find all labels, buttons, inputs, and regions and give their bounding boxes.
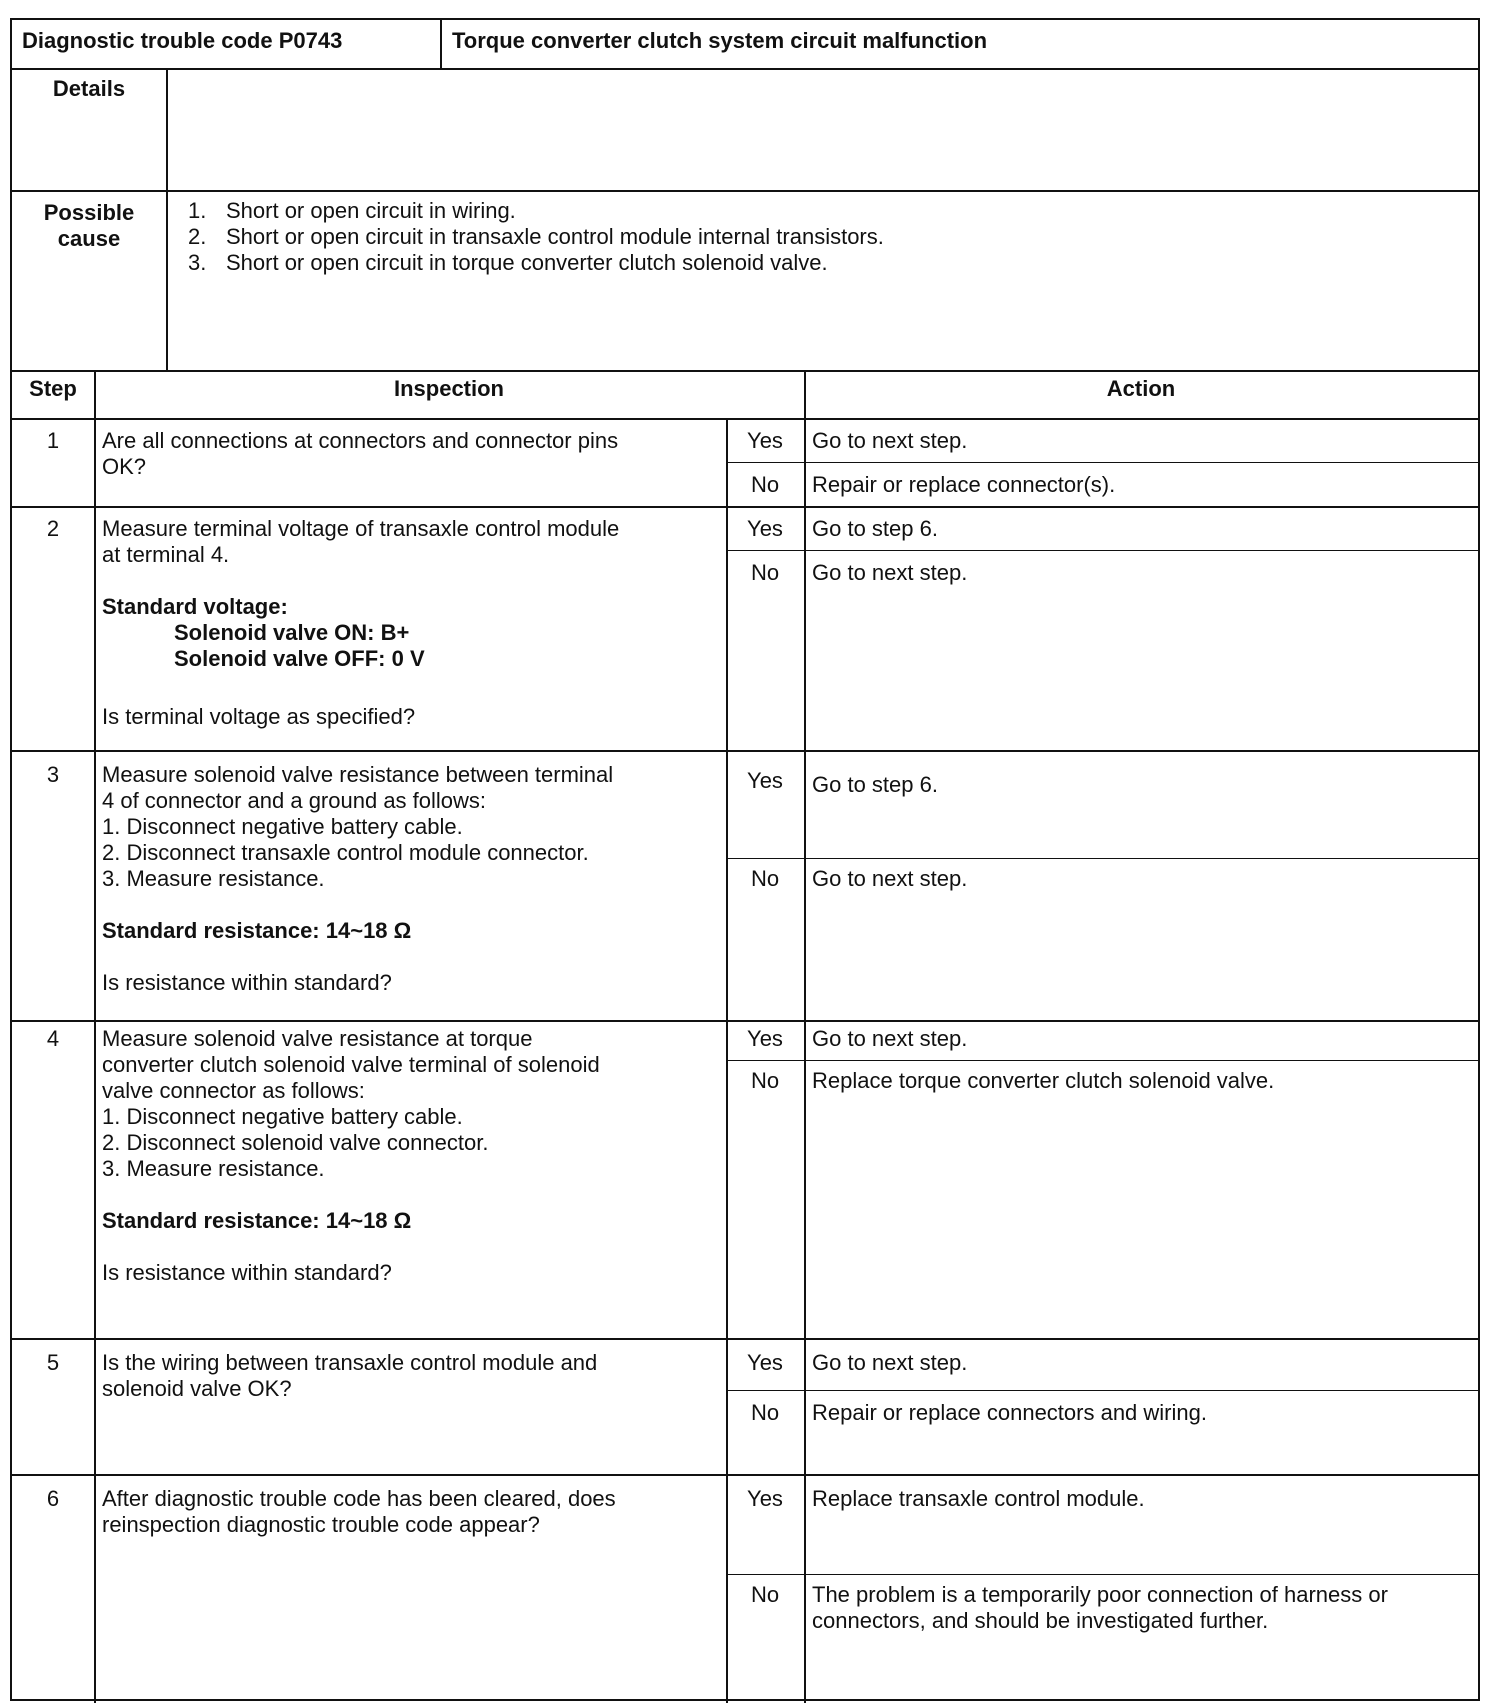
yes-label: Yes [747, 428, 783, 453]
step-6-inspection: After diagnostic trouble code has been cleared, does reinspection diagnostic trouble code appear? [102, 1486, 616, 1537]
yes-label: Yes [747, 768, 783, 793]
col-header-inspection: Inspection [393, 376, 504, 401]
header-bottom-rule [12, 418, 1478, 420]
step-1-yes-action: Go to next step. [812, 428, 968, 453]
answer-divider [726, 1574, 1478, 1575]
step-number: 2 [46, 516, 60, 541]
step-question: Is terminal voltage as specified? [102, 704, 416, 729]
answer-divider [726, 462, 1478, 463]
step-2-no-action: Go to next step. [812, 560, 968, 585]
step-number: 3 [46, 762, 60, 787]
step-2-yes-action: Go to step 6. [812, 516, 938, 541]
step-number: 6 [46, 1486, 60, 1511]
step-rule [12, 1020, 1478, 1022]
step-number: 4 [46, 1026, 60, 1051]
step-rule [12, 1474, 1478, 1476]
dtc-title: Torque converter clutch system circuit malfunction [452, 28, 988, 53]
step-3-no-action: Go to next step. [812, 866, 968, 891]
possible-cause-label [12, 192, 166, 368]
no-label: No [750, 472, 780, 497]
step-3-inspection: Measure solenoid valve resistance between terminal 4 of connector and a ground as follows: 1. Disconnect negative battery cable. 2. Disconnect transaxle control module connector. 3. Measure resistance. Standard resistance: 14~18 Ω Is resistance within standard? [102, 762, 722, 996]
answer-divider [726, 858, 1478, 859]
step-1-inspection: Are all connections at connectors and connector pins OK? [102, 428, 619, 479]
step-5-inspection: Is the wiring between transaxle control module and solenoid valve OK? [102, 1350, 598, 1401]
diagnostic-table [10, 18, 1480, 1701]
standard-resistance-label: Standard resistance: 14~18 Ω [102, 918, 412, 943]
details-label: Details [52, 76, 126, 101]
standard-voltage-label: Standard voltage: [102, 594, 288, 619]
answer-divider [726, 1060, 1478, 1061]
step-5-no-action: Repair or replace connectors and wiring. [812, 1400, 1207, 1425]
yes-label: Yes [747, 1026, 783, 1051]
yes-label: Yes [747, 1350, 783, 1375]
no-label: No [750, 1400, 780, 1425]
step-number: 5 [46, 1350, 60, 1375]
cause-item: 1. Short or open circuit in wiring. [188, 198, 516, 223]
possible-cause-list [188, 198, 1468, 276]
step-rule [12, 506, 1478, 508]
step-rule [12, 750, 1478, 752]
step-1-no-action: Repair or replace connector(s). [812, 472, 1116, 497]
details-text [166, 68, 1478, 190]
cause-item: 2. Short or open circuit in transaxle control module internal transistors. [188, 224, 884, 249]
yes-label: Yes [747, 1486, 783, 1511]
cause-bottom-rule [12, 370, 1478, 372]
cause-item: 3. Short or open circuit in torque converter clutch solenoid valve. [188, 250, 828, 275]
details-divider [166, 68, 168, 190]
step-number: 1 [46, 428, 60, 453]
step-rule [12, 1338, 1478, 1340]
possible-cause-label-line1: Possible [43, 200, 135, 225]
action-col-rule [804, 370, 806, 1703]
header-row [12, 20, 1478, 70]
col-header-step: Step [29, 376, 77, 401]
details-bottom-rule [12, 190, 1478, 192]
answer-divider [726, 1390, 1478, 1391]
step-4-yes-action: Go to next step. [812, 1026, 968, 1051]
cause-divider [166, 190, 168, 370]
no-label: No [750, 560, 780, 585]
no-label: No [750, 1582, 780, 1607]
no-label: No [750, 866, 780, 891]
step-6-no-action: The problem is a temporarily poor connection of harness or connectors, and should be investigated further. [812, 1582, 1388, 1633]
step-3-yes-action: Go to step 6. [812, 772, 938, 797]
step-col-rule [94, 370, 96, 1703]
no-label: No [750, 1068, 780, 1093]
step-4-no-action: Replace torque converter clutch solenoid valve. [812, 1068, 1275, 1093]
step-4-inspection: Measure solenoid valve resistance at torque converter clutch solenoid valve terminal of solenoid valve connector as follows: 1. Disconnect negative battery cable. 2. Disconnect solenoid valve connector. 3. Measure resistance. Standard resistance: 14~18 Ω Is resistance within standard? [102, 1026, 722, 1286]
possible-cause-label-line2: cause [57, 226, 121, 251]
step-5-yes-action: Go to next step. [812, 1350, 968, 1375]
answer-divider [726, 550, 1478, 551]
step-6-yes-action: Replace transaxle control module. [812, 1486, 1145, 1511]
step-2-inspection: Measure terminal voltage of transaxle control module at terminal 4. Standard voltage: Solenoid valve ON: B+ Solenoid valve OFF: 0 V Is terminal voltage as specified? [102, 516, 722, 730]
col-header-action: Action [1106, 376, 1176, 401]
step-question: Is resistance within standard? [102, 970, 392, 995]
step-question: Is resistance within standard? [102, 1260, 392, 1285]
standard-resistance-label: Standard resistance: 14~18 Ω [102, 1208, 412, 1233]
dtc-code-label: Diagnostic trouble code P0743 [12, 20, 442, 68]
yes-label: Yes [747, 516, 783, 541]
